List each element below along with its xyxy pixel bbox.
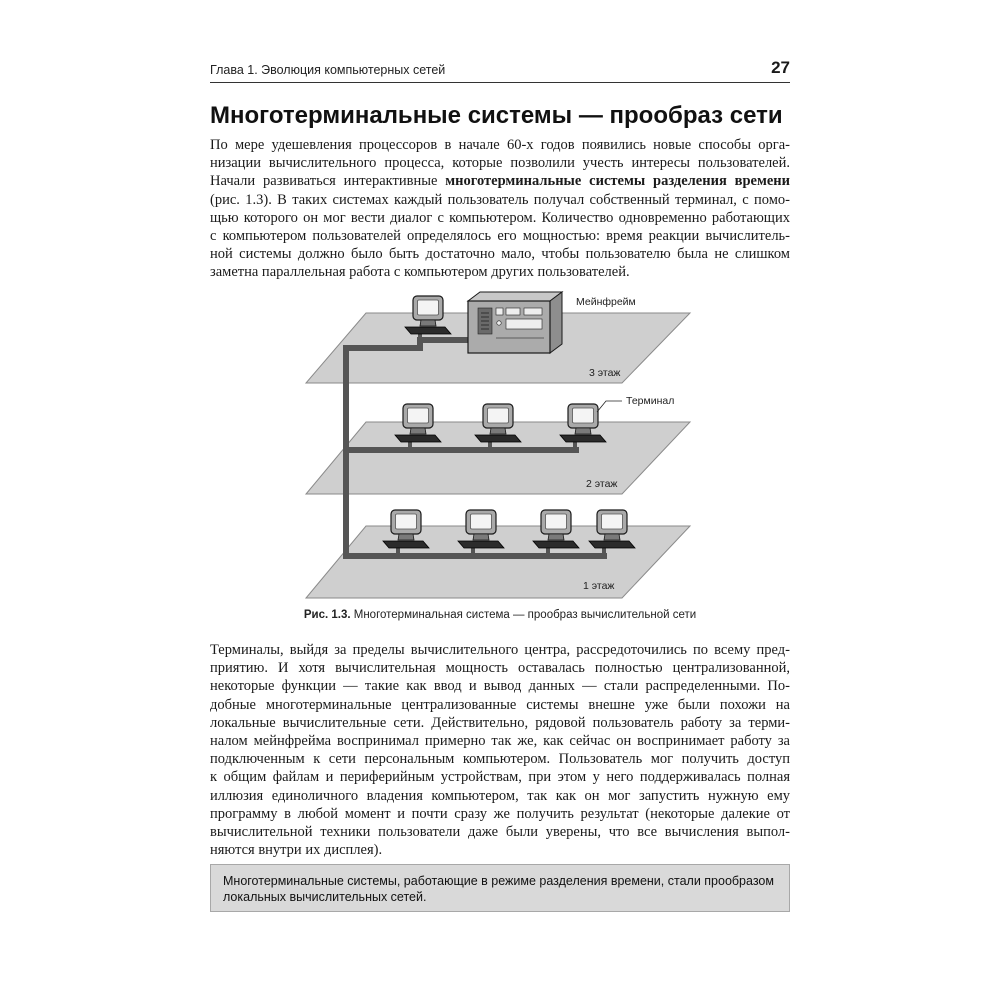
caption-text: Многотерминальная система — прообраз вычислительной сети bbox=[350, 609, 697, 621]
paragraph-line: к общим файлам и периферийным устройствам, при этом у него поддерживалась полная bbox=[210, 769, 790, 786]
paragraph-line: низации вычислительного процесса, которые позволили учесть интересы пользователей. bbox=[210, 155, 790, 172]
figure-caption bbox=[210, 609, 790, 621]
floor-1-plane bbox=[306, 526, 690, 598]
page-header bbox=[210, 58, 790, 83]
paragraph-text: Начали развиваться интерактивные bbox=[210, 173, 446, 190]
paragraph-line: налом мейнфрейма воспринимал примерно так же, как сейчас он воспринимает работу за bbox=[210, 733, 790, 750]
label-floor-2: 2 этаж bbox=[586, 478, 618, 490]
paragraph-line: (рис. 1.3). В таких системах каждый пользователь получал собственный терминал, с помо- bbox=[210, 191, 790, 208]
paragraph-line: некоторые функции — такие как ввод и вывод данных — стали распределенными. По- bbox=[210, 678, 790, 695]
paragraph-terminals bbox=[210, 641, 790, 859]
paragraph-line: По мере удешевления процессоров в начале 60-х годов появились новые способы орга- bbox=[210, 137, 790, 153]
paragraph-line: с компьютером пользователей определялось его мощностью: время реакции вычислитель- bbox=[210, 228, 790, 245]
paragraph-line: программу в любой момент и почти сразу же получить результат (некоторые далекие от bbox=[210, 805, 790, 822]
label-terminal: Терминал bbox=[626, 395, 675, 407]
label-floor-3: 3 этаж bbox=[589, 367, 621, 379]
paragraph-line: ной системы должно было быть достаточно мало, чтобы пользователю была не слишком bbox=[210, 246, 790, 263]
paragraph-intro bbox=[210, 136, 790, 282]
caption-label: Рис. 1.3. bbox=[303, 609, 351, 621]
terminal-leader-line bbox=[597, 401, 622, 412]
paragraph-line: Терминалы, выйдя за пределы вычислительного центра, рассредоточились по всему пред- bbox=[210, 642, 790, 658]
page-number: 27 bbox=[771, 58, 790, 77]
paragraph-line: локальные вычислительные сети. Действительно, рядовой пользователь работу за терми- bbox=[210, 714, 790, 731]
label-mainframe: Мейнфрейм bbox=[576, 296, 636, 308]
paragraph-line: подключенным к сети персональным компьютером. Пользователь мог получить доступ bbox=[210, 751, 790, 768]
note-line: локальных вычислительных сетей. bbox=[223, 890, 427, 904]
section-title: Многотерминальные системы — прообраз сети bbox=[210, 102, 783, 129]
paragraph-line: иллюзия единоличного владения компьютером, так как он мог запустить нужную ему bbox=[210, 787, 790, 804]
paragraph-line: приятию. И хотя вычислительная мощность оставалась полностью централизованной, bbox=[210, 660, 790, 677]
mainframe-icon bbox=[468, 292, 562, 353]
bold-term: многотерминальные системы разделения времени bbox=[445, 173, 790, 190]
figure-diagram bbox=[300, 288, 700, 604]
paragraph-line: заметна параллельная работа с компьютером других пользователей. bbox=[210, 264, 630, 281]
chapter-title: Глава 1. Эволюция компьютерных сетей bbox=[210, 63, 446, 77]
label-floor-1: 1 этаж bbox=[583, 580, 615, 592]
summary-note bbox=[210, 864, 790, 912]
paragraph-line: няются внутри их дисплея). bbox=[210, 842, 383, 859]
paragraph-line bbox=[210, 172, 790, 190]
paragraph-line: добные многотерминальные централизованные системы внешне уже были похожи на bbox=[210, 696, 790, 713]
note-line: Многотерминальные системы, работающие в режиме разделения времени, стали прообразом bbox=[223, 874, 774, 888]
paragraph-line: щью которого он мог вести диалог с компьютером. Количество одновременно работающих bbox=[210, 209, 790, 226]
paragraph-line: вычислительной техники пользователи даже были уверены, что все вычисления выпол- bbox=[210, 824, 790, 841]
